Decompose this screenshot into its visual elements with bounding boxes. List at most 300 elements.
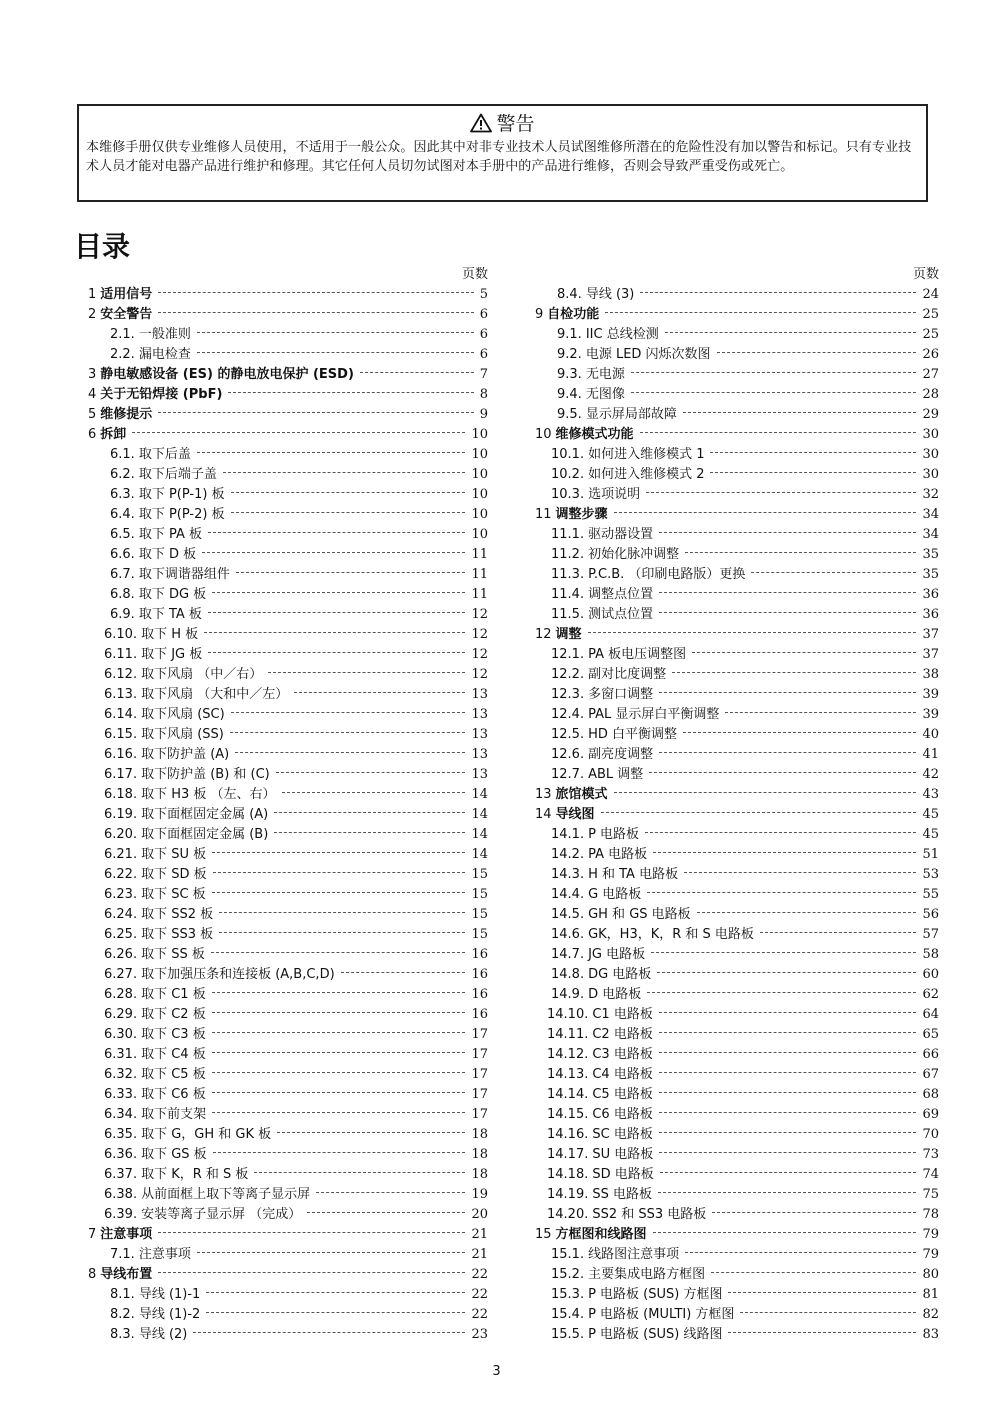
toc-entry-title: 取下风扇 (SC) [141,707,225,722]
toc-entry-title: 取下 JG 板 [141,647,203,662]
toc-entry-number: 15.1. [551,1247,585,1262]
toc-entry[interactable] [535,805,939,825]
toc-entry[interactable] [88,1045,488,1065]
toc-entry[interactable] [535,725,939,745]
toc-entry-number: 6.12. [104,667,138,682]
toc-entry-number: 6.2. [110,467,135,482]
toc-entry-number: 6.7. [110,567,135,582]
toc-entry[interactable] [88,1025,488,1045]
toc-entry[interactable] [535,1045,939,1065]
toc-entry[interactable] [535,485,939,505]
toc-entry[interactable] [535,1025,939,1045]
toc-entry-title: 导线图 [555,807,595,822]
toc-entry-number: 14.2. [551,847,585,862]
toc-leader-line [360,372,474,373]
toc-leader-line [614,792,917,793]
toc-leader-line [212,1072,466,1073]
toc-entry-title: DG 电路板 [588,967,652,982]
toc-entry-page: 70 [922,1127,939,1142]
toc-entry-number: 6.36. [104,1147,138,1162]
toc-leader-line [236,572,466,573]
toc-entry-title: C2 电路板 [592,1027,653,1042]
toc-leader-line [231,712,466,713]
toc-leader-line [659,1012,917,1013]
toc-entry-page: 30 [922,427,939,442]
toc-entry[interactable] [88,585,488,605]
toc-entry[interactable] [535,785,939,805]
toc-entry-page: 73 [922,1147,939,1162]
toc-leader-line [158,1232,465,1233]
toc-entry[interactable] [535,845,939,865]
toc-entry-title: 关于无铅焊接 (PbF) [100,387,223,402]
toc-entry-number: 14.9. [551,987,585,1002]
toc-entry[interactable] [88,1265,488,1285]
toc-entry-number: 11.4. [551,587,585,602]
toc-entry[interactable] [535,565,939,585]
toc-entry-number: 12.6. [551,747,585,762]
toc-entry-page: 14 [471,787,488,802]
toc-entry-page: 13 [471,767,488,782]
toc-entry[interactable] [535,865,939,885]
toc-entry-page: 18 [471,1127,488,1142]
toc-entry[interactable] [88,1165,488,1185]
toc-entry[interactable] [535,925,939,945]
toc-entry-title: 取下 C3 板 [141,1027,206,1042]
toc-entry[interactable] [535,665,939,685]
toc-entry-title: 取下 C5 板 [141,1067,206,1082]
toc-entry-number: 14.15. [547,1107,589,1122]
toc-entry[interactable] [535,1205,939,1225]
toc-entry-number: 15 [535,1227,552,1242]
toc-entry[interactable] [535,825,939,845]
toc-entry[interactable] [88,805,488,825]
toc-right-column [535,265,939,1345]
toc-entry[interactable] [88,1185,488,1205]
toc-entry-page: 60 [922,967,939,982]
toc-entry-number: 14.16. [547,1127,589,1142]
toc-entry[interactable] [535,445,939,465]
toc-leader-line [640,432,917,433]
toc-entry[interactable] [88,545,488,565]
toc-entry-title: 取下加强压条和连接板 (A,B,C,D) [141,967,335,982]
toc-entry-title: 取下 C2 板 [141,1007,206,1022]
toc-entry-title: 取下 SC 板 [141,887,206,902]
toc-entry[interactable] [88,765,488,785]
toc-entry-number: 10.1. [551,447,585,462]
toc-entry-number: 11.1. [551,527,585,542]
toc-entry-page: 27 [922,367,939,382]
toc-entry-title: 驱动器设置 [588,527,654,542]
toc-leader-line [274,832,465,833]
toc-leader-line [659,752,916,753]
toc-leader-line [649,772,916,773]
toc-entry-page: 13 [471,687,488,702]
toc-entry-page: 18 [471,1147,488,1162]
toc-leader-line [212,892,466,893]
toc-entry[interactable] [88,605,488,625]
toc-entry[interactable] [88,965,488,985]
toc-entry-number: 6.23. [104,887,138,902]
toc-entry-number: 6.5. [110,527,135,542]
toc-entry-number: 6.24. [104,907,138,922]
toc-entry-title: 取下 D 板 [138,547,197,562]
toc-leader-line [659,592,916,593]
toc-entry[interactable] [88,345,488,365]
toc-leader-line [601,812,917,813]
toc-entry[interactable] [535,605,939,625]
toc-entry-page: 10 [471,427,488,442]
toc-entry[interactable] [88,365,488,385]
toc-entry-number: 14.3. [551,867,585,882]
toc-entry-page: 10 [471,467,488,482]
toc-entry-page: 53 [922,867,939,882]
toc-entry-number: 11.2. [551,547,585,562]
toc-entry-page: 15 [471,907,488,922]
toc-entry-title: 取下风扇 (SS) [141,727,224,742]
toc-entry[interactable] [88,665,488,685]
toc-entry[interactable] [535,405,939,425]
toc-leader-line [212,1052,466,1053]
toc-entry-number: 11.5. [551,607,585,622]
toc-entry-number: 14.1. [551,827,585,842]
toc-leader-line [282,792,466,793]
toc-entry[interactable] [535,1325,939,1345]
toc-entry[interactable] [535,905,939,925]
toc-leader-line [208,532,465,533]
toc-entry-page: 10 [471,487,488,502]
toc-entry[interactable] [88,1005,488,1025]
toc-entry[interactable] [535,765,939,785]
toc-entry-page: 23 [471,1327,488,1342]
toc-entry-number: 14.4. [551,887,585,902]
toc-entry-page: 15 [471,887,488,902]
toc-entry[interactable] [88,385,488,405]
toc-entry-number: 6.26. [104,947,138,962]
toc-entry[interactable] [88,645,488,665]
toc-entry[interactable] [88,485,488,505]
toc-entry-title: 取下风扇 （大和中／左） [141,687,289,702]
toc-entry-title: 取下 C4 板 [141,1047,206,1062]
toc-entry[interactable] [535,385,939,405]
toc-entry-page: 42 [922,767,939,782]
toc-entry-title: 初始化脉冲调整 [588,547,680,562]
toc-leader-line [294,692,465,693]
toc-entry-page: 51 [922,847,939,862]
toc-entry-number: 14.11. [547,1027,589,1042]
toc-entry[interactable] [88,725,488,745]
toc-entry[interactable] [88,1245,488,1265]
toc-entry-number: 6.6. [110,547,135,562]
toc-entry-number: 6.16. [104,747,138,762]
toc-entry-page: 17 [471,1047,488,1062]
toc-entry-page: 35 [922,567,939,582]
toc-leader-line [659,1092,917,1093]
toc-entry[interactable] [535,945,939,965]
toc-entry[interactable] [88,1205,488,1225]
toc-entry[interactable] [88,565,488,585]
toc-entry-number: 6.22. [104,867,138,882]
toc-entry-number: 6.17. [104,767,138,782]
toc-entry-page: 12 [471,627,488,642]
toc-entry[interactable] [535,985,939,1005]
toc-entry[interactable] [88,945,488,965]
toc-leader-line [684,872,916,873]
toc-entry-title: C6 电路板 [592,1107,653,1122]
toc-entry[interactable] [88,785,488,805]
toc-leader-line [277,1132,465,1133]
toc-entry[interactable] [535,325,939,345]
toc-entry[interactable] [88,1085,488,1105]
toc-entry-title: 方框图和线路图 [555,1227,647,1242]
toc-entry-title: 取下防护盖 (B) 和 (C) [141,767,270,782]
toc-leader-line [658,1192,916,1193]
toc-entry-title: 维修提示 [100,407,153,422]
toc-leader-line [197,1252,466,1253]
toc-entry-title: 取下后盖 [138,447,191,462]
toc-entry-title: H 和 TA 电路板 [588,867,679,882]
toc-entry-page: 41 [922,747,939,762]
toc-entry[interactable] [535,1185,939,1205]
toc-entry-page: 78 [922,1207,939,1222]
toc-entry-title: 注意事项 [138,1247,191,1262]
toc-entry-number: 14.8. [551,967,585,982]
toc-entry-title: 取下 G，GH 和 GK 板 [141,1127,272,1142]
toc-entry[interactable] [88,925,488,945]
toc-leader-line [660,1172,917,1173]
toc-entry[interactable] [88,405,488,425]
toc-leader-line [631,392,917,393]
toc-entry-title: 一般准则 [138,327,191,342]
toc-entry-page: 10 [471,447,488,462]
toc-entry[interactable] [535,1305,939,1325]
toc-entry-page: 9 [479,407,488,422]
toc-entry-title: 安装等离子显示屏 （完成） [141,1207,302,1222]
toc-entry-number: 6.27. [104,967,138,982]
toc-entry-number: 9 [535,307,544,322]
toc-entry[interactable] [88,285,488,305]
page-number: 3 [492,1364,501,1379]
toc-entry-page: 20 [471,1207,488,1222]
toc-entry[interactable] [535,1165,939,1185]
toc-entry[interactable] [88,465,488,485]
toc-leader-line [683,732,916,733]
toc-entry-page: 6 [479,307,488,322]
toc-entry[interactable] [88,1105,488,1125]
toc-entry[interactable] [88,705,488,725]
toc-entry-page: 11 [471,547,488,562]
toc-entry[interactable] [88,525,488,545]
toc-leader-line [751,572,916,573]
toc-entry-number: 14.13. [547,1067,589,1082]
toc-entry-page: 13 [471,707,488,722]
toc-entry-title: G 电路板 [588,887,642,902]
toc-entry[interactable] [535,705,939,725]
toc-entry[interactable] [88,1225,488,1245]
toc-entry-page: 64 [922,1007,939,1022]
toc-entry[interactable] [535,885,939,905]
toc-entry-number: 6.15. [104,727,138,742]
toc-entry-number: 10 [535,427,552,442]
toc-entry[interactable] [535,1265,939,1285]
toc-leader-line [717,352,917,353]
toc-entry[interactable] [535,505,939,525]
toc-entry-number: 6.32. [104,1067,138,1082]
toc-entry-title: 取下 SS 板 [141,947,205,962]
toc-entry-page: 14 [471,847,488,862]
toc-entry-number: 7 [88,1227,97,1242]
toc-entry[interactable] [88,1145,488,1165]
toc-entry[interactable] [535,1085,939,1105]
toc-entry[interactable] [88,625,488,645]
toc-leader-line [710,452,916,453]
toc-leader-line [274,812,465,813]
toc-entry[interactable] [535,745,939,765]
toc-entry-title: 取下调谐器组件 [138,567,230,582]
toc-entry[interactable] [88,865,488,885]
toc-entry-title: ABL 调整 [588,767,644,782]
toc-entry[interactable] [535,1125,939,1145]
toc-entry-page: 40 [922,727,939,742]
toc-entry[interactable] [535,645,939,665]
toc-entry[interactable] [535,305,939,325]
toc-entry[interactable] [88,845,488,865]
page-column-label: 页数 [912,267,939,282]
toc-entry[interactable] [88,885,488,905]
warning-text: 本维修手册仅供专业维修人员使用，不适用于一般公众。因此其中对非专业技术人员试图维修所潜在的危险性没有加以警告和标记。只有专业技术人员才能对电器产品进行维护和修理。其它任何人员切勿试图对本手册中的产品进行维修，否则会导致严重受伤或死亡。 [86,140,912,174]
toc-entry-page: 55 [922,887,939,902]
toc-entry-number: 8.4. [557,287,582,302]
toc-entry[interactable] [88,985,488,1005]
toc-leader-line [132,432,465,433]
toc-left-column [88,265,488,1345]
toc-leader-line [231,512,466,513]
toc-entry-number: 6.31. [104,1047,138,1062]
toc-entry[interactable] [88,745,488,765]
toc-entry-page: 38 [922,667,939,682]
toc-entry[interactable] [88,1125,488,1145]
toc-leader-line [316,1192,465,1193]
toc-entry-number: 6.39. [104,1207,138,1222]
toc-entry-page: 17 [471,1027,488,1042]
toc-entry[interactable] [88,325,488,345]
toc-leader-line [268,672,465,673]
toc-leader-line [657,972,916,973]
toc-entry[interactable] [88,1325,488,1345]
toc-entry[interactable] [88,445,488,465]
toc-entry-page: 16 [471,967,488,982]
toc-entry[interactable] [88,425,488,445]
toc-leader-line [212,1032,466,1033]
toc-entry[interactable] [535,545,939,565]
toc-entry-title: C4 电路板 [592,1067,653,1082]
toc-entry-page: 34 [922,527,939,542]
toc-entry-page: 28 [922,387,939,402]
toc-entry-title: 从前面框上取下等离子显示屏 [141,1187,311,1202]
toc-entry[interactable] [88,505,488,525]
toc-entry-page: 6 [479,347,488,362]
toc-entry[interactable] [535,465,939,485]
toc-entry-page: 69 [922,1107,939,1122]
toc-entry[interactable] [535,1245,939,1265]
toc-entry-number: 14.19. [547,1187,589,1202]
toc-leader-line [646,492,916,493]
toc-entry[interactable] [535,1105,939,1125]
toc-leader-line [728,1332,916,1333]
toc-entry[interactable] [535,1225,939,1245]
toc-entry-page: 30 [922,467,939,482]
toc-entry-number: 12.3. [551,687,585,702]
toc-leader-line [206,1292,465,1293]
toc-leader-line [647,892,916,893]
toc-entry[interactable] [88,1305,488,1325]
toc-entry[interactable] [535,1065,939,1085]
toc-leader-line [728,1292,916,1293]
toc-entry[interactable] [535,1005,939,1025]
toc-entry-number: 6.34. [104,1107,138,1122]
toc-entry[interactable] [88,305,488,325]
toc-entry-number: 8 [88,1267,97,1282]
toc-entry[interactable] [535,365,939,385]
toc-leader-line [158,1272,465,1273]
toc-entry[interactable] [535,685,939,705]
toc-entry[interactable] [535,625,939,645]
toc-entry[interactable] [535,525,939,545]
toc-entry-title: PA 板电压调整图 [588,647,687,662]
toc-entry-title: P 电路板 [588,827,640,842]
toc-entry[interactable] [88,825,488,845]
toc-entry[interactable] [535,585,939,605]
toc-entry[interactable] [535,285,939,305]
toc-entry-page: 18 [471,1167,488,1182]
toc-leader-line [158,292,473,293]
toc-left-list [88,285,488,1345]
toc-entry-title: 取下面框固定金属 (B) [141,827,269,842]
toc-entry-title: 副亮度调整 [588,747,654,762]
toc-entry[interactable] [535,345,939,365]
toc-entry-number: 9.2. [557,347,582,362]
toc-entry-page: 62 [922,987,939,1002]
toc-entry-number: 15.5. [551,1327,585,1342]
toc-entry-title: JG 电路板 [588,947,646,962]
toc-entry-page: 57 [922,927,939,942]
toc-entry[interactable] [535,1145,939,1165]
toc-entry-title: 静电敏感设备 (ES) 的静电放电保护 (ESD) [100,367,354,382]
toc-leader-line [659,1072,917,1073]
toc-entry-number: 12 [535,627,552,642]
toc-entry-page: 74 [922,1167,939,1182]
toc-entry[interactable] [535,1285,939,1305]
toc-leader-line [254,1172,465,1173]
toc-leader-line [692,652,916,653]
toc-entry-page: 83 [922,1327,939,1342]
toc-entry-title: 取下后端子盖 [138,467,217,482]
toc-entry[interactable] [88,685,488,705]
toc-entry-page: 14 [471,807,488,822]
toc-entry-page: 81 [922,1287,939,1302]
toc-entry[interactable] [535,965,939,985]
toc-entry[interactable] [88,1285,488,1305]
toc-entry[interactable] [88,905,488,925]
toc-entry-number: 3 [88,367,97,382]
toc-leader-line [202,552,465,553]
toc-leader-line [653,852,916,853]
toc-entry[interactable] [535,425,939,445]
toc-entry[interactable] [88,1065,488,1085]
toc-leader-line [685,1252,916,1253]
toc-entry-page: 6 [479,327,488,342]
toc-entry-page: 39 [922,687,939,702]
toc-leader-line [665,332,917,333]
